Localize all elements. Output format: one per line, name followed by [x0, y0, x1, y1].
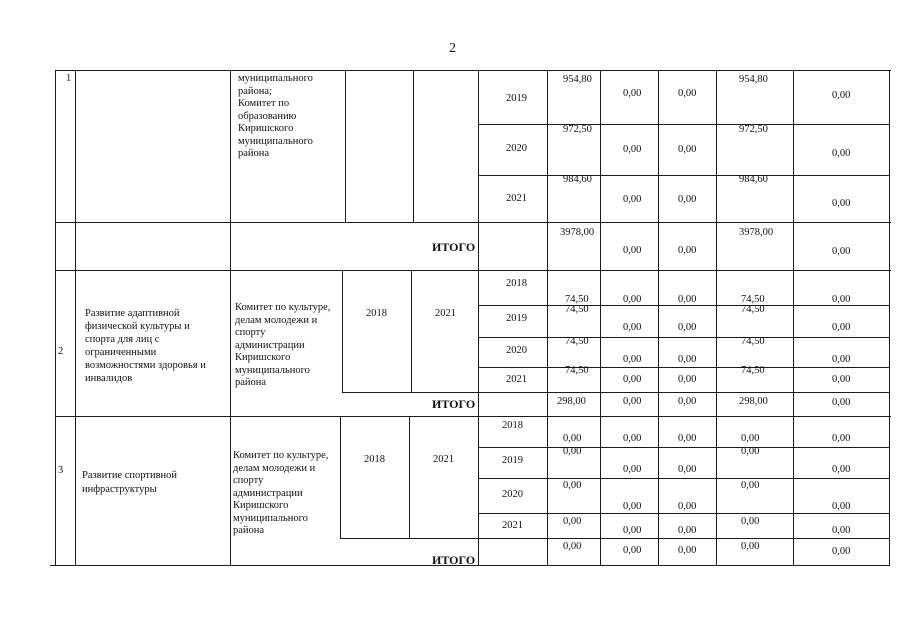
regional-cell: 0,00 [678, 464, 697, 475]
year-cell: 2020 [506, 143, 527, 154]
local-cell: 984,60 [739, 174, 768, 185]
other-cell: 0,00 [832, 433, 851, 444]
year-cell: 2019 [502, 455, 523, 466]
local-cell: 972,50 [739, 124, 768, 135]
executor-line: Комитет по [238, 98, 290, 109]
program-name-line: физической культуры и [85, 321, 190, 332]
regional-cell: 0,00 [678, 374, 697, 385]
total-cell: 984,60 [563, 174, 592, 185]
start-year: 2018 [364, 454, 385, 465]
column-border [340, 416, 341, 538]
column-border [411, 270, 412, 392]
program-name-line: Развитие спортивной [82, 470, 178, 481]
executor-line: Киришского [238, 123, 294, 134]
executor-line: муниципального [238, 135, 313, 147]
end-year: 2021 [435, 308, 456, 319]
block-separator [55, 416, 891, 417]
regional-cell: 0,00 [678, 294, 697, 305]
federal-cell: 0,00 [623, 322, 642, 333]
itogo-local: 0,00 [741, 541, 760, 552]
executor-line: муниципального [235, 364, 310, 376]
table-top-border [55, 70, 891, 71]
year-cell: 2018 [506, 278, 527, 289]
column-border [55, 70, 56, 565]
program-name-line: возможностями здоровья и [85, 360, 206, 371]
column-border [600, 70, 601, 565]
row-number: 2 [58, 346, 64, 357]
column-border [413, 70, 414, 222]
year-cell: 2020 [506, 345, 527, 356]
executor-line: района [233, 525, 265, 536]
local-cell: 0,00 [741, 516, 760, 527]
executor-line: делам молодежи и [233, 462, 316, 474]
itogo-label: ИТОГО [432, 553, 476, 567]
itogo-other: 0,00 [832, 546, 851, 557]
total-cell: 972,50 [563, 124, 592, 135]
executor-line: района; [238, 85, 272, 97]
total-cell: 74,50 [565, 294, 589, 305]
itogo-total: 298,00 [557, 396, 586, 407]
row-border [478, 478, 890, 479]
local-cell: 74,50 [741, 304, 765, 315]
total-cell: 74,50 [565, 336, 589, 347]
row-border [478, 337, 890, 338]
federal-cell: 0,00 [623, 294, 642, 305]
program-name-line: инвалидов [85, 373, 133, 384]
executor-line: делам молодежи и [235, 314, 318, 326]
itogo-regional: 0,00 [678, 396, 697, 407]
row-number: 1 [66, 73, 72, 84]
column-border [478, 70, 479, 565]
executor-line: муниципального [233, 512, 308, 524]
other-cell: 0,00 [832, 525, 851, 536]
itogo-label: ИТОГО [432, 397, 476, 411]
federal-cell: 0,00 [623, 144, 642, 155]
itogo-local: 3978,00 [739, 227, 774, 238]
year-cell: 2021 [506, 193, 527, 204]
total-cell: 0,00 [563, 433, 582, 444]
regional-cell: 0,00 [678, 194, 697, 205]
year-cell: 2021 [502, 520, 523, 531]
executor-line: Комитет по культуре, [235, 302, 331, 313]
column-border [889, 70, 890, 565]
column-border [75, 70, 76, 565]
total-cell: 74,50 [565, 304, 589, 315]
year-cell: 2020 [502, 489, 523, 500]
year-cell: 2018 [502, 420, 523, 431]
executor-line: Комитет по культуре, [233, 450, 329, 461]
program-name-line: Развитие адаптивной [85, 308, 180, 319]
row-border [478, 124, 890, 125]
column-border [793, 70, 794, 565]
total-cell: 0,00 [563, 480, 582, 491]
total-cell: 0,00 [563, 516, 582, 527]
other-cell: 0,00 [832, 90, 851, 101]
year-cell: 2021 [506, 374, 527, 385]
itogo-total: 0,00 [563, 541, 582, 552]
federal-cell: 0,00 [623, 464, 642, 475]
year-cell: 2019 [506, 93, 527, 104]
other-cell: 0,00 [832, 374, 851, 385]
program-name-line: инфраструктуры [82, 484, 157, 495]
local-cell: 954,80 [739, 74, 768, 85]
regional-cell: 0,00 [678, 144, 697, 155]
executor-line: района [235, 377, 267, 388]
program-name-line: ограниченными [85, 347, 157, 358]
column-border [716, 70, 717, 565]
local-cell: 0,00 [741, 446, 760, 457]
local-cell: 74,50 [741, 336, 765, 347]
column-border [409, 416, 410, 538]
itogo-other: 0,00 [832, 246, 851, 257]
local-cell: 0,00 [741, 480, 760, 491]
itogo-regional: 0,00 [678, 245, 697, 256]
other-cell: 0,00 [832, 198, 851, 209]
program-name-line: спорта для лиц с [85, 334, 160, 345]
itogo-federal: 0,00 [623, 396, 642, 407]
start-year: 2018 [366, 308, 387, 319]
other-cell: 0,00 [832, 354, 851, 365]
row-number: 3 [58, 465, 64, 476]
row-border [478, 175, 890, 176]
itogo-top-border [340, 538, 890, 539]
other-cell: 0,00 [832, 322, 851, 333]
itogo-federal: 0,00 [623, 545, 642, 556]
federal-cell: 0,00 [623, 354, 642, 365]
regional-cell: 0,00 [678, 354, 697, 365]
federal-cell: 0,00 [623, 433, 642, 444]
regional-cell: 0,00 [678, 501, 697, 512]
row-border [478, 367, 890, 368]
itogo-top-border [342, 392, 890, 393]
year-cell: 2019 [506, 313, 527, 324]
total-cell: 0,00 [563, 446, 582, 457]
executor-line: Киришского [233, 500, 289, 511]
total-cell: 74,50 [565, 365, 589, 376]
regional-cell: 0,00 [678, 322, 697, 333]
executor-line: спорту [233, 475, 264, 486]
regional-cell: 0,00 [678, 433, 697, 444]
column-border [658, 70, 659, 565]
block-separator [55, 222, 891, 223]
executor-line: образованию [238, 110, 297, 122]
executor-line: администрации [233, 487, 303, 499]
itogo-federal: 0,00 [623, 245, 642, 256]
executor-line: Киришского [235, 352, 291, 363]
block-separator [55, 270, 891, 271]
federal-cell: 0,00 [623, 374, 642, 385]
federal-cell: 0,00 [623, 525, 642, 536]
column-border [230, 70, 231, 565]
federal-cell: 0,00 [623, 88, 642, 99]
regional-cell: 0,00 [678, 88, 697, 99]
other-cell: 0,00 [832, 501, 851, 512]
itogo-other: 0,00 [832, 397, 851, 408]
other-cell: 0,00 [832, 464, 851, 475]
executor-line: муниципального [238, 73, 313, 84]
itogo-total: 3978,00 [560, 227, 595, 238]
executor-line: спорту [235, 327, 266, 338]
page-number: 2 [449, 41, 456, 56]
federal-cell: 0,00 [623, 501, 642, 512]
column-border [342, 270, 343, 392]
column-border [547, 70, 548, 565]
regional-cell: 0,00 [678, 525, 697, 536]
itogo-local: 298,00 [739, 396, 768, 407]
federal-cell: 0,00 [623, 194, 642, 205]
row-border [478, 447, 890, 448]
executor-line: администрации [235, 339, 305, 351]
end-year: 2021 [433, 454, 454, 465]
total-cell: 954,80 [563, 74, 592, 85]
local-cell: 74,50 [741, 365, 765, 376]
local-cell: 74,50 [741, 294, 765, 305]
column-border [345, 70, 346, 222]
itogo-regional: 0,00 [678, 545, 697, 556]
local-cell: 0,00 [741, 433, 760, 444]
other-cell: 0,00 [832, 294, 851, 305]
executor-line: района [238, 148, 270, 159]
itogo-label: ИТОГО [432, 240, 476, 254]
other-cell: 0,00 [832, 148, 851, 159]
